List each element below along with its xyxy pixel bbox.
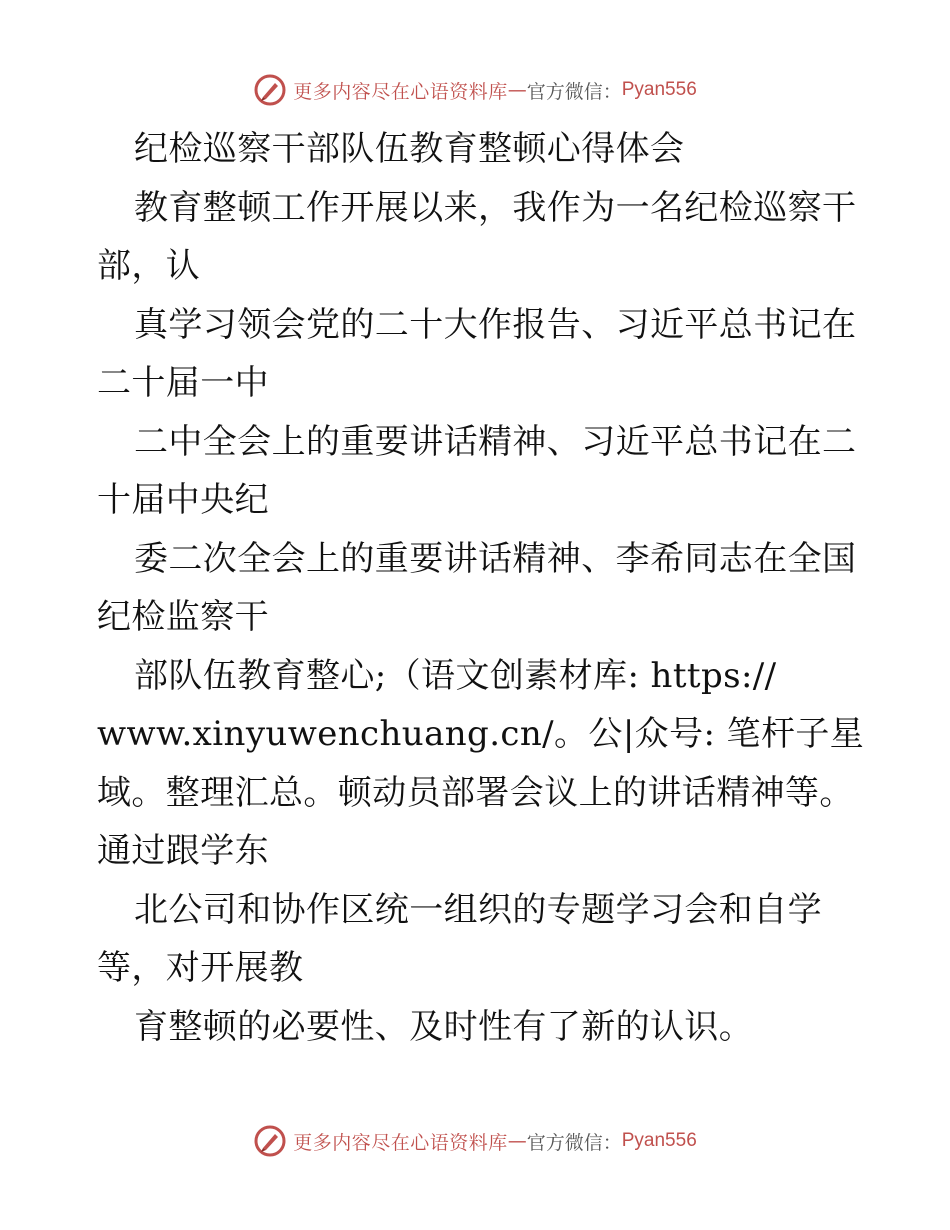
- watermark-brand: 更多内容尽在心语资料库: [293, 80, 508, 103]
- text-line: 二中全会上的重要讲话精神、习近平总书记在二: [134, 421, 857, 462]
- text-line: 纪检监察干: [97, 597, 269, 637]
- text-line-url: www.xinyuwenchuang.cn/。公|众号: 笔杆子星: [97, 714, 865, 754]
- watermark-separator: —: [507, 1130, 527, 1152]
- watermark-brand: 更多内容尽在心语资料库: [293, 1131, 508, 1154]
- watermark-separator: —: [507, 79, 527, 101]
- text-line: 十届中央纪: [97, 480, 269, 520]
- footer-watermark: [0, 1121, 950, 1161]
- text-line: 通过跟学东: [97, 831, 269, 871]
- text-line: 二十届一中: [97, 363, 269, 403]
- text-line: 委二次全会上的重要讲话精神、李希同志在全国: [134, 538, 857, 579]
- watermark-wechat-id: Pyan556: [621, 1130, 697, 1151]
- quill-pen-logo-icon: [253, 73, 287, 107]
- text-line: 真学习领会党的二十大作报告、习近平总书记在: [134, 304, 857, 345]
- watermark-official-label: 官方微信：: [526, 80, 622, 103]
- text-line: 育整顿的必要性、及时性有了新的认识。: [134, 1006, 754, 1047]
- text-line: 教育整顿工作开展以来，我作为一名纪检巡察干: [134, 187, 857, 228]
- watermark-official-label: 官方微信：: [526, 1131, 622, 1154]
- text-line: 北公司和协作区统一组织的专题学习会和自学: [134, 889, 822, 930]
- text-line: 域。整理汇总。顿动员部署会议上的讲话精神等。: [97, 772, 854, 813]
- watermark-wechat-id: Pyan556: [621, 79, 697, 100]
- text-line: 部队伍教育整心;（语文创素材库: https://: [134, 655, 777, 696]
- header-watermark: [0, 70, 950, 110]
- text-line: 部，认: [97, 246, 201, 286]
- document-body: [97, 120, 865, 1056]
- text-line: 等，对开展教: [97, 948, 304, 988]
- document-title: 纪检巡察干部队伍教育整顿心得体会: [134, 129, 685, 169]
- quill-pen-logo-icon: [253, 1124, 287, 1158]
